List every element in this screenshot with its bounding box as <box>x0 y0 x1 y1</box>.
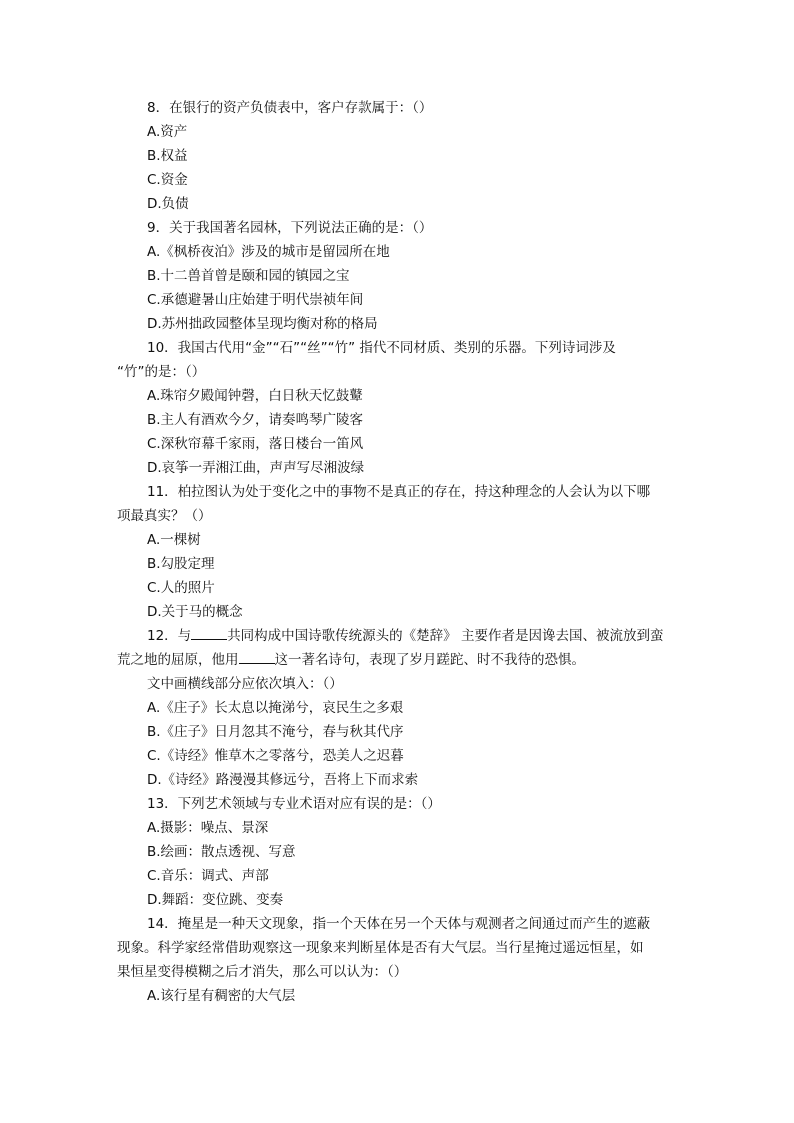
question-8-option-d: D.负债 <box>147 196 189 212</box>
question-14-stem-line-1: 14．掩星是一种天文现象，指一个天体在另一个天体与观测者之间通过而产生的遮蔽 <box>147 916 651 932</box>
question-8-option-c: C.资金 <box>147 172 188 188</box>
question-14-stem-line-2: 现象。科学家经常借助观察这一现象来判断星体是否有大气层。当行星掩过遥远恒星，如 <box>117 940 644 956</box>
question-14-option-a: A.该行星有稠密的大气层 <box>147 988 296 1004</box>
fill-in-blank-2 <box>239 649 275 664</box>
question-10-option-d: D.哀筝一弄湘江曲，声声写尽湘波绿 <box>147 460 365 476</box>
question-11-option-a: A.一棵树 <box>147 532 201 548</box>
question-12-option-b: B.《庄子》日月忽其不淹兮，春与秋其代序 <box>147 724 404 740</box>
question-8-option-a: A.资产 <box>147 124 188 140</box>
question-12-stem-part-c: 荒之地的屈原，他用 <box>117 652 239 668</box>
question-12-stem-part-a: 12．与 <box>147 628 192 644</box>
question-9-option-d: D.苏州拙政园整体呈现均衡对称的格局 <box>147 316 378 332</box>
question-9-option-a: A.《枫桥夜泊》涉及的城市是留园所在地 <box>147 244 390 260</box>
question-12-stem-line-1 <box>117 624 682 648</box>
question-11-option-d: D.关于马的概念 <box>147 604 243 620</box>
question-11-stem-line-2: 项最真实？（） <box>117 508 212 524</box>
question-13-stem: 13．下列艺术领域与专业术语对应有误的是：（） <box>147 796 441 812</box>
question-11-option-c: C.人的照片 <box>147 580 215 596</box>
question-10-stem-line-1: 10．我国古代用“金”“石”“丝”“竹” 指代不同材质、类别的乐器。下列诗词涉及 <box>147 340 616 356</box>
question-10-option-c: C.深秋帘幕千家雨，落日楼台一笛风 <box>147 436 364 452</box>
question-11-option-b: B.勾股定理 <box>147 556 215 572</box>
question-13-option-d: D.舞蹈：变位跳、变奏 <box>147 892 284 908</box>
question-12-stem-part-d: 这一著名诗句，表现了岁月蹉跎、时不我待的恐惧。 <box>274 652 585 668</box>
question-9-option-b: B.十二兽首曾是颐和园的镇园之宝 <box>147 268 350 284</box>
question-14-stem-line-3: 果恒星变得模糊之后才消失，那么可以认为：（） <box>117 964 408 980</box>
question-12-stem-part-b: 共同构成中国诗歌传统源头的《楚辞》 主要作者是因谗去国、被流放到蛮 <box>227 628 664 644</box>
question-9-option-c: C.承德避暑山庄始建于明代崇祯年间 <box>147 292 364 308</box>
question-12-stem-line-2 <box>117 648 682 672</box>
question-11-stem-line-1: 11．柏拉图认为处于变化之中的事物不是真正的存在，持这种理念的人会认为以下哪 <box>147 484 651 500</box>
question-13-option-b: B.绘画：散点透视、写意 <box>147 844 296 860</box>
question-10-option-a: A.珠帘夕殿闻钟磬，白日秋天忆鼓鼙 <box>147 388 363 404</box>
question-12-option-a: A.《庄子》长太息以掩涕兮，哀民生之多艰 <box>147 700 404 716</box>
question-10-option-b: B.主人有酒欢今夕，请奏鸣琴广陵客 <box>147 412 364 428</box>
question-12-option-c: C.《诗经》惟草木之零落兮，恐美人之迟暮 <box>147 748 404 764</box>
fill-in-blank-1 <box>191 625 227 640</box>
question-9-stem: 9．关于我国著名园林，下列说法正确的是：（） <box>147 220 433 236</box>
question-8-option-b: B.权益 <box>147 148 188 164</box>
question-list <box>117 96 682 1008</box>
question-13-option-a: A.摄影：噪点、景深 <box>147 820 269 836</box>
question-13-option-c: C.音乐：调式、声部 <box>147 868 269 884</box>
question-12-option-d: D.《诗经》路漫漫其修远兮，吾将上下而求索 <box>147 772 419 788</box>
question-8-stem: 8．在银行的资产负债表中，客户存款属于：（） <box>147 100 433 116</box>
question-10-stem-line-2: “竹”的是：（） <box>117 364 206 380</box>
question-12-instruction: 文中画横线部分应依次填入：（） <box>147 676 343 692</box>
